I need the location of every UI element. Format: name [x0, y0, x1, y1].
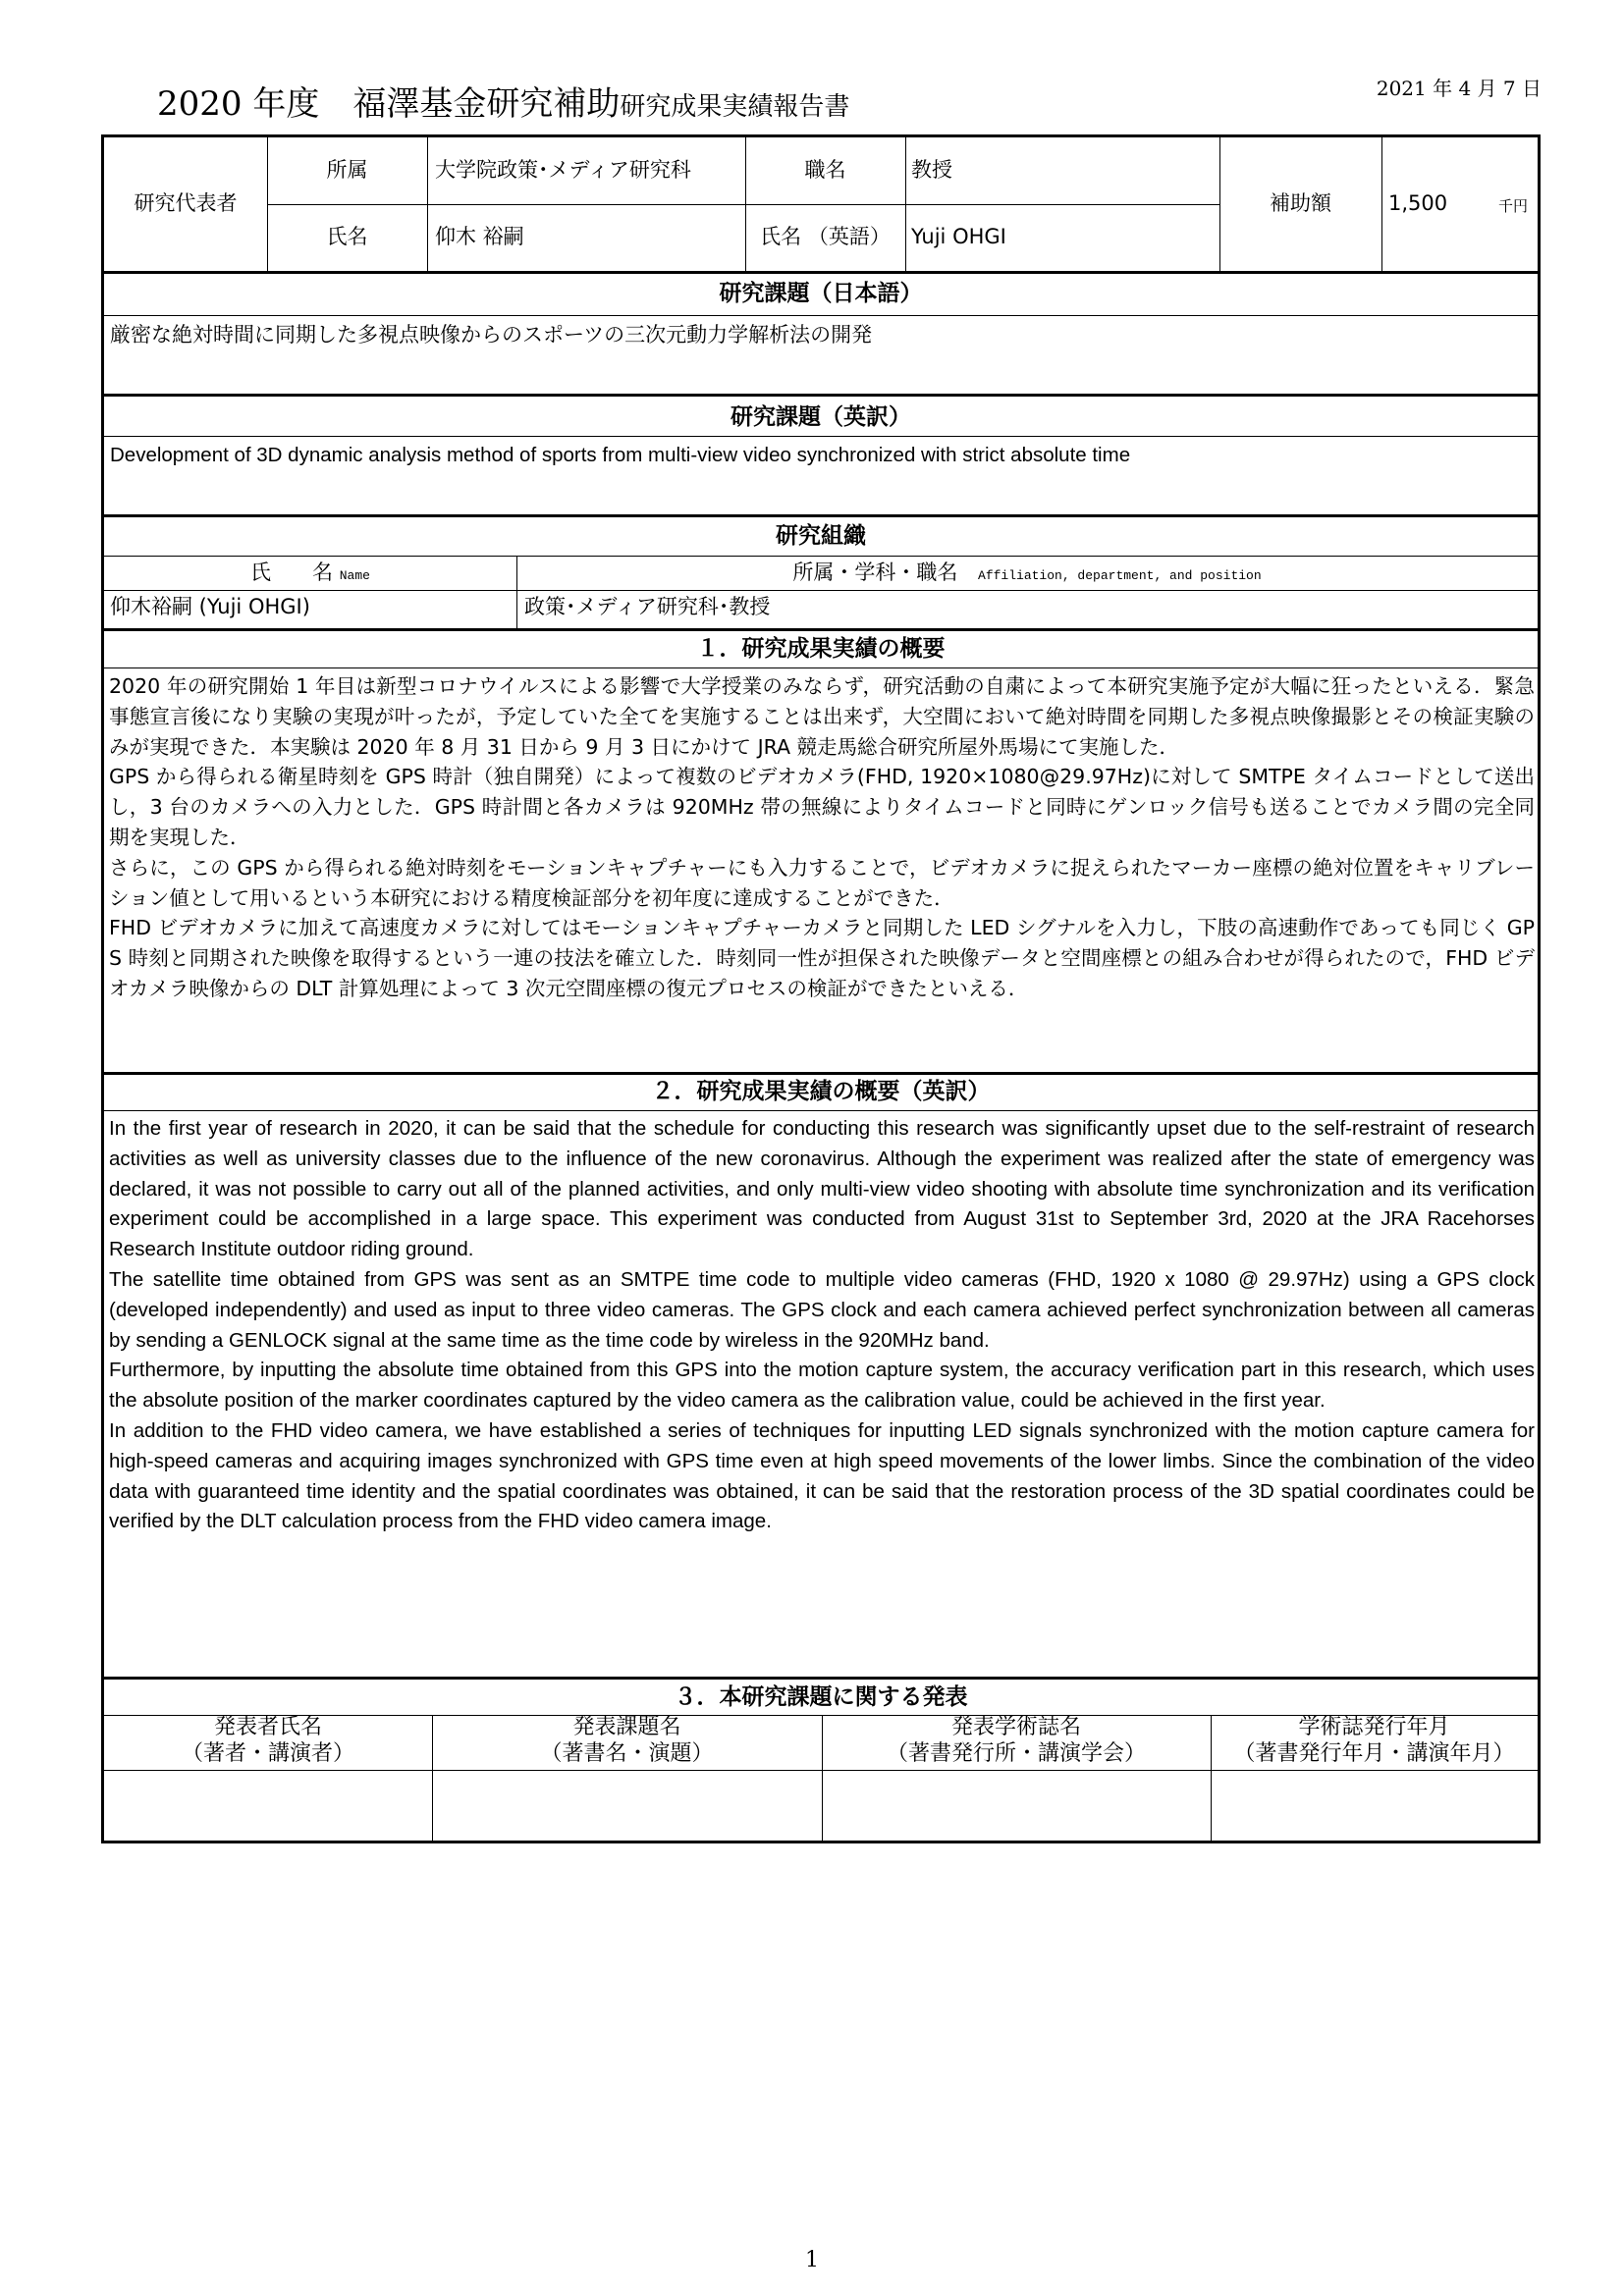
title-en-label: 研究課題（英訳）: [731, 404, 911, 430]
org-col-affiliation: [516, 558, 1538, 591]
summary-jp-paragraph: 2020 年の研究開始 1 年目は新型コロナウイルスによる影響で大学授業のみならず，研究活動の自粛によって本研究実施予定が大幅に狂ったといえる．緊急事態宣言後になり実験の実現が叶ったが，予定していた全てを実施することは出来ず，大空間において絶対時間を同期した多視点映像撮影とその検証実験のみが実現できた．本実験は 2020 年 8 月 31 日から 9 月 3 日にかけて JRA 競走馬総合研究所屋外馬場にて実施した．: [109, 674, 1535, 759]
title-en-value: Development of 3D dynamic analysis method of sports from multi-view video synchronized with strict absolute time: [110, 444, 1131, 466]
pub-col-title-sub: （著書名・演題）: [540, 1741, 714, 1766]
grid-line: [267, 204, 1219, 205]
name-en-value: Yuji OHGI: [911, 225, 1006, 248]
title-jp-value: 厳密な絶対時間に同期した多視点映像からのスポーツの三次元動力学解析法の開発: [110, 323, 873, 347]
grant-label: 補助額: [1270, 191, 1331, 215]
summary-jp-paragraph: さらに，この GPS から得られる絶対時刻をモーションキャプチャーにも入力することで，ビデオカメラに捉えられたマーカー座標の絶対位置をキャリブレーション値として用いるという本研究における精度検証部分を初年度に達成することができた．: [109, 855, 1535, 910]
summary-en-label: ２．研究成果実績の概要（英訳）: [651, 1079, 991, 1104]
grid-line: [104, 556, 1538, 557]
summary-jp-paragraph: GPS から得られる衛星時刻を GPS 時計（独自開発）によって複数のビデオカメラ(FHD, 1920×1080@29.97Hz)に対して SMTPE タイムコードとして送出し，3 台のカメラへの入力とした．GPS 時計間と各カメラは 920MHz 帯の無線によりタイムコードと同時にゲンロック信号も送ることでカメラ間の完全同期を実現した．: [109, 765, 1535, 849]
grid-line: [104, 271, 1538, 274]
pub-col-title: [432, 1714, 822, 1767]
page-number: 1: [805, 2248, 819, 2272]
pub-col-journal-sub: （著書発行所・講演学会）: [886, 1741, 1146, 1766]
grid-line: [104, 315, 1538, 316]
report-form: [101, 134, 1541, 1843]
summary-en-body: [109, 1114, 1535, 1678]
grid-line: [104, 394, 1538, 397]
org-col-aff-jp: 所属・学科・職名: [792, 561, 958, 584]
organization-label: 研究組織: [776, 523, 866, 549]
member-name: 仰木裕嗣 (Yuji OHGI): [110, 595, 310, 618]
name-en-label: 氏名 （英語）: [760, 225, 891, 248]
org-col-aff-en: Affiliation, department, and position: [978, 568, 1262, 583]
affiliation-value: 大学院政策･メディア研究科: [435, 158, 691, 182]
pub-col-journal: [822, 1714, 1211, 1767]
grid-line: [104, 514, 1538, 517]
position-value: 教授: [911, 158, 952, 182]
affiliation-label: 所属: [326, 158, 368, 182]
publications-label: ３．本研究課題に関する発表: [674, 1684, 968, 1710]
summary-jp-body: [109, 671, 1535, 1072]
grid-line: [104, 1072, 1538, 1075]
title-jp-label: 研究課題（日本語）: [719, 281, 923, 306]
summary-jp-label: １．研究成果実績の概要: [696, 636, 946, 662]
org-col-name-jp: 氏 名: [250, 561, 334, 584]
grid-line: [104, 1677, 1538, 1680]
pub-col-date-sub: （著書発行年月・講演年月）: [1233, 1741, 1515, 1766]
grid-line: [104, 628, 1538, 631]
summary-en-paragraph: Furthermore, by inputting the absolute time obtained from this GPS into the motion capture system, the accuracy verification part in this research, which uses the absolute position of the marker coordinates captured by the video camera as the calibration value, could be achieved in the first year.: [109, 1359, 1535, 1413]
position-label: 職名: [804, 158, 846, 182]
grid-line: [104, 1110, 1538, 1111]
org-col-name: [104, 558, 516, 591]
pub-col-date: [1211, 1714, 1538, 1767]
representative-label: 研究代表者: [134, 191, 238, 215]
name-label: 氏名: [326, 225, 368, 248]
report-title-sub: 研究成果実績報告書: [620, 92, 850, 122]
report-title-main: 2020 年度 福澤基金研究補助: [157, 84, 621, 124]
summary-en-paragraph: In addition to the FHD video camera, we have established a series of techniques for inputting LED signals synchronized with the motion capture camera for high-speed cameras and acquiring images synchronized with GPS time even at high speed movements of the lower limbs. Since the combination of the video data with guaranteed time identity and the spatial coordinates was obtained, it can be said that the restoration process of the 3D spatial coordinates could be verified by the DLT calculation process from the FHD video camera image.: [109, 1418, 1535, 1533]
grid-line: [104, 436, 1538, 437]
grant-value: 1,500: [1388, 191, 1448, 215]
report-date: 2021 年 4 月 7 日: [1376, 77, 1542, 100]
name-value: 仰木 裕嗣: [435, 225, 524, 248]
summary-jp-paragraph: FHD ビデオカメラに加えて高速度カメラに対してはモーションキャプチャーカメラと同期した LED シグナルを入力し，下肢の高速動作であっても同じく GPS 時刻と同期された映像を取得するという一連の技法を確立した．時刻同一性が担保された映像データと空間座標との組み合わせが得られたので，FHD ビデオカメラ映像からの DLT 計算処理によって 3 次元空間座標の復元プロセスの検証ができたといえる．: [109, 916, 1535, 1000]
pub-col-journal-title: 発表学術誌名: [950, 1715, 1081, 1739]
grid-line: [104, 667, 1538, 668]
grid-line: [104, 590, 1538, 591]
grant-unit: 千円: [1498, 197, 1529, 215]
summary-en-paragraph: The satellite time obtained from GPS was sent as an SMTPE time code to multiple video cameras (FHD, 1920 x 1080 @ 29.97Hz) using a GPS clock (developed independently) and used as input to three video cameras. The GPS clock and each camera achieved perfect synchronization between all cameras by sending a GENLOCK signal at the same time as the time code by wireless in the 920MHz band.: [109, 1267, 1535, 1352]
pub-col-title-title: 発表課題名: [572, 1715, 681, 1739]
pub-col-author-title: 発表者氏名: [213, 1715, 322, 1739]
summary-en-paragraph: In the first year of research in 2020, it can be said that the schedule for conducting this research was significantly upset due to the self-restraint of research activities as well as university classes due to the influence of the new coronavirus. Although the experiment was realized after the state of emergency was declared, it was not possible to carry out all of the planned activities, and only multi-view video shooting with absolute time synchronization and its verification experiment could be accomplished in a large space. This experiment was conducted from August 31st to September 3rd, 2020 at the JRA Racehorses Research Institute outdoor riding ground.: [109, 1117, 1535, 1261]
report-title: [157, 77, 849, 125]
org-col-name-en: Name: [339, 568, 370, 583]
pub-col-date-title: 学術誌発行年月: [1298, 1715, 1450, 1739]
pub-col-author-sub: （著者・講演者）: [181, 1741, 354, 1766]
pub-col-author: [104, 1714, 432, 1767]
grid-line: [104, 1770, 1538, 1771]
grid-line: [1381, 137, 1382, 272]
member-affiliation: 政策･メディア研究科･教授: [524, 595, 771, 618]
